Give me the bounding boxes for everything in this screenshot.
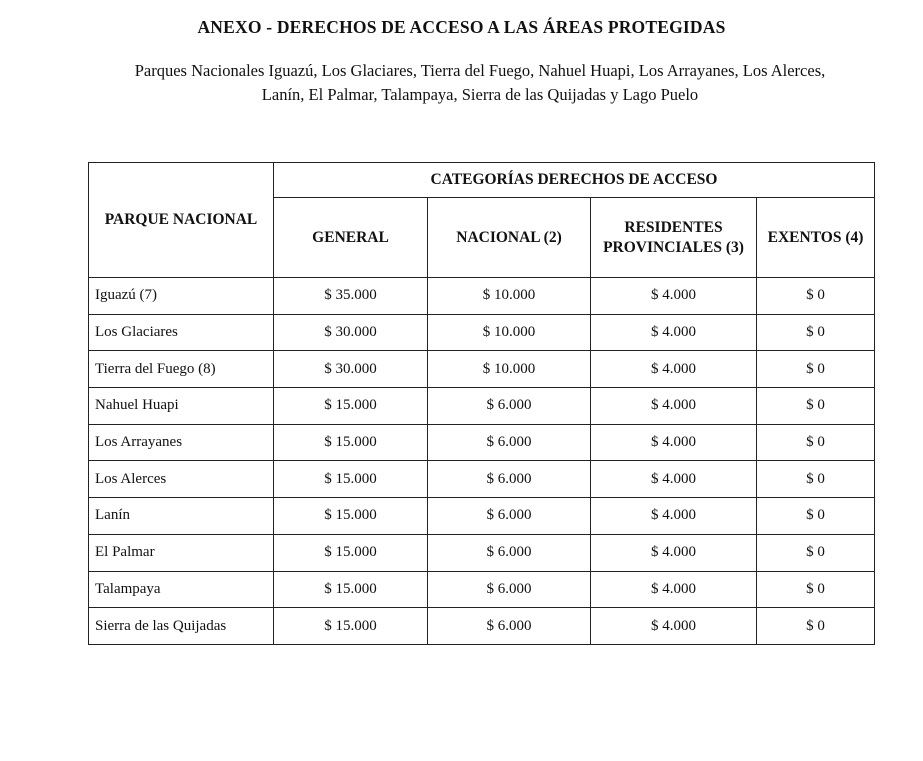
residentes-fee-cell: $ 4.000 [591,571,757,608]
nacional-fee-cell: $ 6.000 [428,534,591,571]
category-group-header: CATEGORÍAS DERECHOS DE ACCESO [274,163,875,198]
general-fee-cell: $ 15.000 [274,388,428,425]
table-row [89,498,875,535]
subtitle-line-1: Parques Nacionales Iguazú, Los Glaciares, Tierra del Fuego, Nahuel Huapi, Los Arrayanes, Los Alerces, [134,61,826,80]
nacional-fee-cell: $ 6.000 [428,424,591,461]
general-fee-cell: $ 15.000 [274,461,428,498]
exentos-fee-cell: $ 0 [757,351,875,388]
general-fee-cell: $ 30.000 [274,351,428,388]
general-fee-cell: $ 15.000 [274,608,428,645]
table-row [89,388,875,425]
table-row [89,424,875,461]
general-fee-cell: $ 15.000 [274,498,428,535]
residentes-fee-cell: $ 4.000 [591,388,757,425]
exentos-fee-cell: $ 0 [757,498,875,535]
residentes-fee-cell: $ 4.000 [591,278,757,315]
park-name-cell: Nahuel Huapi [89,388,274,425]
exentos-fee-cell: $ 0 [757,278,875,315]
park-name-cell: Iguazú (7) [89,278,274,315]
table-row [89,534,875,571]
nacional-fee-cell: $ 6.000 [428,461,591,498]
residentes-fee-cell: $ 4.000 [591,424,757,461]
nacional-fee-cell: $ 10.000 [428,314,591,351]
residentes-fee-cell: $ 4.000 [591,534,757,571]
exentos-fee-cell: $ 0 [757,461,875,498]
exentos-column-header: EXENTOS (4) [757,198,875,278]
exentos-fee-cell: $ 0 [757,424,875,461]
general-fee-cell: $ 15.000 [274,424,428,461]
nacional-fee-cell: $ 6.000 [428,498,591,535]
residentes-fee-cell: $ 4.000 [591,498,757,535]
park-name-cell: Los Alerces [89,461,274,498]
table-row [89,571,875,608]
general-fee-cell: $ 15.000 [274,571,428,608]
table-row [89,608,875,645]
table-header-row [89,163,875,198]
park-name-cell: Lanín [89,498,274,535]
nacional-column-header: NACIONAL (2) [428,198,591,278]
nacional-fee-cell: $ 10.000 [428,278,591,315]
residentes-header-line-1: RESIDENTES [624,218,723,236]
residentes-header-line-2: PROVINCIALES (3) [603,238,744,256]
nacional-fee-cell: $ 6.000 [428,571,591,608]
exentos-fee-cell: $ 0 [757,388,875,425]
table-row [89,461,875,498]
residentes-fee-cell: $ 4.000 [591,608,757,645]
nacional-fee-cell: $ 6.000 [428,608,591,645]
residentes-fee-cell: $ 4.000 [591,461,757,498]
park-name-cell: Tierra del Fuego (8) [89,351,274,388]
nacional-fee-cell: $ 10.000 [428,351,591,388]
access-fees-table [88,162,875,645]
table-row [89,351,875,388]
park-name-cell: Sierra de las Quijadas [89,608,274,645]
residentes-fee-cell: $ 4.000 [591,351,757,388]
park-name-cell: El Palmar [89,534,274,571]
park-name-cell: Talampaya [89,571,274,608]
nacional-fee-cell: $ 6.000 [428,388,591,425]
park-name-cell: Los Arrayanes [89,424,274,461]
exentos-fee-cell: $ 0 [757,571,875,608]
exentos-fee-cell: $ 0 [757,534,875,571]
residentes-column-header [591,198,757,278]
general-fee-cell: $ 35.000 [274,278,428,315]
residentes-fee-cell: $ 4.000 [591,314,757,351]
document-subtitle [60,59,900,107]
subtitle-line-2: Lanín, El Palmar, Talampaya, Sierra de las Quijadas y Lago Puelo [261,85,699,104]
general-fee-cell: $ 30.000 [274,314,428,351]
general-column-header: GENERAL [274,198,428,278]
document-title: ANEXO - DERECHOS DE ACCESO A LAS ÁREAS PROTEGIDAS [197,17,726,37]
general-fee-cell: $ 15.000 [274,534,428,571]
park-name-cell: Los Glaciares [89,314,274,351]
table-row [89,314,875,351]
table-row [89,278,875,315]
park-column-header: PARQUE NACIONAL [89,163,274,278]
exentos-fee-cell: $ 0 [757,314,875,351]
exentos-fee-cell: $ 0 [757,608,875,645]
